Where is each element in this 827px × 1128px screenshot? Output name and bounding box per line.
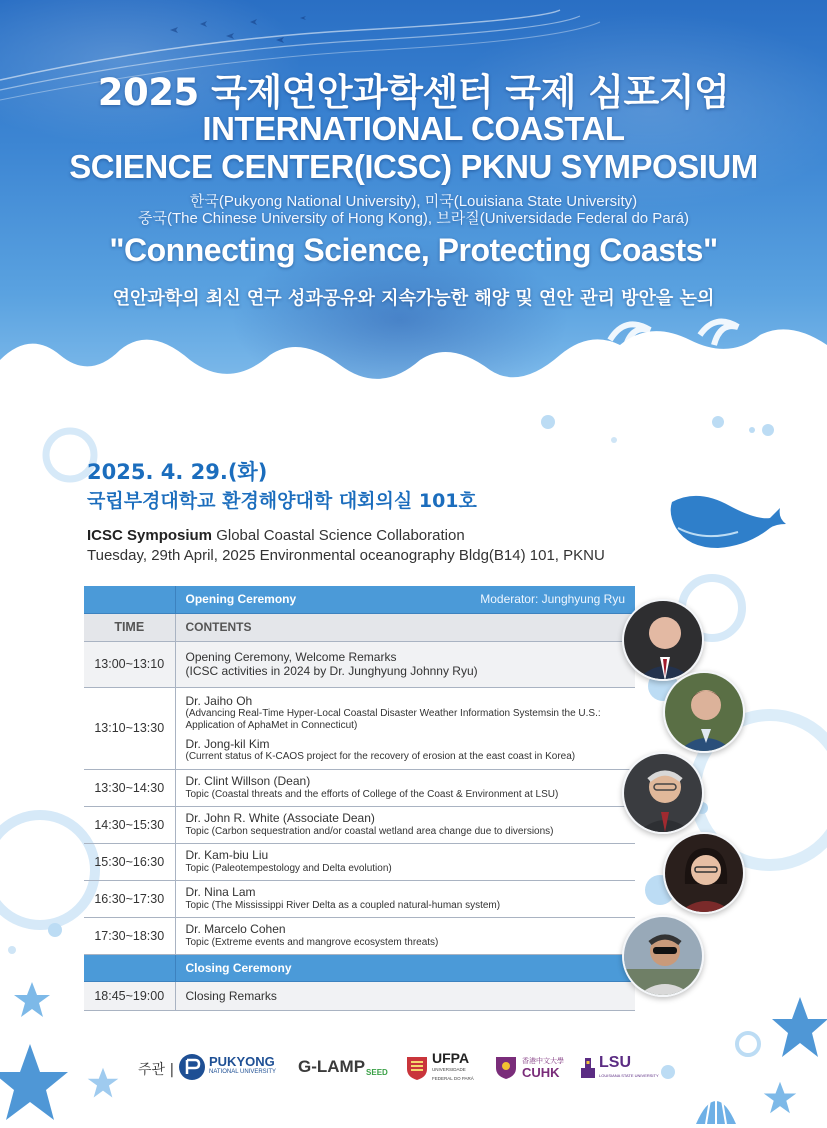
speaker-portrait-2 <box>663 671 745 753</box>
table-row: 13:30~14:30 Dr. Clint Willson (Dean) Topic (Coastal threats and the efforts of College of the Coast & Environment at LSU) <box>84 769 635 806</box>
title-english <box>0 110 827 186</box>
shell-icon <box>692 1088 740 1128</box>
title-korean: 2025 국제연안과학센터 국제 심포지엄 <box>97 71 730 114</box>
cuhk-logo: 香港中文大學 CUHK <box>494 1052 564 1082</box>
symposium-theme: Global Coastal Science Collaboration <box>212 527 465 544</box>
table-row: 13:00~13:10 Opening Ceremony, Welcome Remarks (ICSC activities in 2024 by Dr. Junghyung Johnny Ryu) <box>84 641 635 687</box>
partners-line2: 중국(The Chinese University of Hong Kong), 브라질(Universidade Federal do Pará) <box>137 210 689 227</box>
speaker-portrait-1 <box>622 599 704 681</box>
col-time: TIME <box>84 613 175 641</box>
event-info-line2: Tuesday, 29th April, 2025 Environmental oceanography Bldg(B14) 101, PKNU <box>87 547 605 564</box>
pukyong-emblem-icon <box>178 1053 206 1081</box>
starfish-small-icon <box>86 1066 120 1100</box>
event-info-line1 <box>87 527 465 544</box>
speaker-portrait-4 <box>663 832 745 914</box>
starfish-icon <box>12 980 52 1020</box>
closing-band <box>84 954 635 981</box>
hero-banner <box>0 0 827 420</box>
table-row: 15:30~16:30 Dr. Kam-biu Liu Topic (Paleotempestology and Delta evolution) <box>84 843 635 880</box>
table-header <box>84 613 635 641</box>
opening-ceremony-label: Opening Ceremony <box>185 592 297 607</box>
table-row: 17:30~18:30 Dr. Marcelo Cohen Topic (Extreme events and mangrove ecosystem threats) <box>84 917 635 954</box>
pukyong-logo: PUKYONG NATIONAL UNIVERSITY <box>178 1052 276 1082</box>
event-venue: 국립부경대학교 환경해양대학 대회의실 101호 <box>87 490 477 512</box>
moderator: Moderator: Junghyung Ryu <box>480 592 625 607</box>
lsu-logo: LSU LOUISIANA STATE UNIVERSITY <box>580 1052 659 1082</box>
table-row: 18:45~19:00 Closing Remarks <box>84 981 635 1010</box>
organizer-label: 주관 | <box>138 1062 175 1078</box>
partner-universities <box>0 193 827 227</box>
speaker-portrait-3 <box>622 752 704 834</box>
closing-ceremony-label: Closing Ceremony <box>175 954 635 981</box>
event-date: 2025. 4. 29.(화) <box>87 460 268 484</box>
col-contents: CONTENTS <box>175 613 635 641</box>
table-row: 13:10~13:30 Dr. Jaiho Oh (Advancing Real-Time Hyper-Local Coastal Disaster Weather Information Systemsin the U.S.: Application of AphaMet in Connecticut) Dr. Jong-kil Kim (Current status of K-CAOS project for the recovery of erosion at the east coast in Korea) <box>84 687 635 769</box>
whale-icon <box>668 488 788 558</box>
ufpa-crest-icon <box>405 1053 429 1081</box>
table-row: 16:30~17:30 Dr. Nina Lam Topic (The Mississippi River Delta as a coupled natural-human system) <box>84 880 635 917</box>
starfish-tiny-icon <box>762 1080 798 1116</box>
starfish-right-icon <box>770 995 827 1065</box>
title-english-line2: SCIENCE CENTER(ICSC) PKNU SYMPOSIUM <box>69 148 758 185</box>
glamp-logo: G-LAMP SEED <box>298 1057 388 1077</box>
starfish-large-icon <box>0 1040 70 1128</box>
lsu-tower-icon <box>580 1056 596 1078</box>
slogan: "Connecting Science, Protecting Coasts" <box>109 232 718 268</box>
symposium-name: ICSC Symposium <box>87 527 213 544</box>
cuhk-crest-icon <box>494 1054 518 1080</box>
table-row: 14:30~15:30 Dr. John R. White (Associate Dean) Topic (Carbon sequestration and/or coastal wetland area change due to diversions) <box>84 806 635 843</box>
speaker-portrait-5 <box>622 915 704 997</box>
schedule-table <box>84 586 635 1011</box>
title-english-line1: INTERNATIONAL COASTAL <box>202 110 625 147</box>
ufpa-logo: UFPA UNIVERSIDADE FEDERAL DO PARÁ <box>405 1052 478 1082</box>
subtitle-korean: 연안과학의 최신 연구 성과공유와 지속가능한 해양 및 연안 관리 방안을 논의 <box>112 288 715 309</box>
partners-line1: 한국(Pukyong National University), 미국(Louisiana State University) <box>189 193 638 210</box>
opening-band <box>84 586 635 613</box>
